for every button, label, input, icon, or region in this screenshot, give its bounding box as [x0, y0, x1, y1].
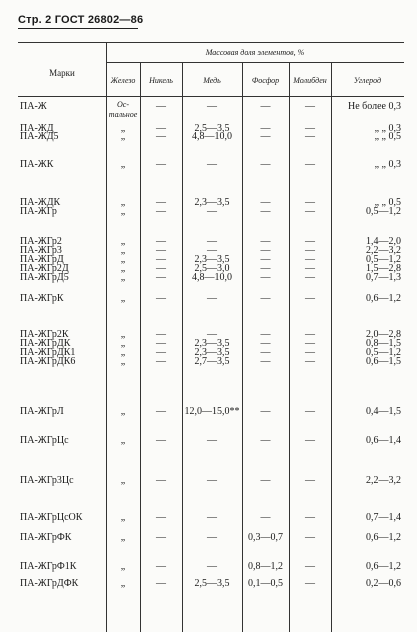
carbon-cell: 0,5—1,2 [366, 254, 401, 265]
nickel-cell: — [156, 561, 166, 572]
copper-cell: — [207, 475, 217, 486]
iron-cell: „ [120, 254, 126, 265]
iron-cell: „ [120, 435, 126, 446]
phosphorus-cell: — [260, 101, 271, 112]
copper-cell: 4,8—10,0 [192, 272, 232, 283]
iron-cell: „ [120, 272, 126, 283]
copper-cell: — [207, 435, 217, 446]
mark-cell: ПА-ЖК [20, 159, 54, 170]
carbon-cell: „ „ 0,5 [374, 131, 401, 142]
molybdenum-cell: — [305, 475, 315, 486]
carbon-cell: 0,6—1,2 [366, 532, 401, 543]
nickel-cell: — [156, 206, 166, 217]
col-iron: Железо [110, 76, 136, 85]
carbon-cell: 2,2—3,2 [366, 475, 401, 486]
phosphorus-cell: — [260, 512, 271, 523]
mark-cell: ПА-ЖГрФ1К [20, 561, 77, 572]
mark-cell: ПА-ЖГрК [20, 293, 64, 304]
mark-cell: ПА-Ж [20, 101, 47, 112]
copper-cell: — [207, 101, 217, 112]
page-header [18, 14, 144, 29]
mark-cell: ПА-ЖГр2 [20, 236, 62, 247]
nickel-cell: — [156, 435, 166, 446]
nickel-cell: — [156, 131, 166, 142]
iron-balance-line-2: тальное [108, 110, 138, 119]
mark-cell: ПА-ЖДК [20, 197, 61, 208]
iron-cell: „ [120, 123, 126, 134]
header-bottom-rule [18, 96, 404, 97]
group-header-rule [106, 62, 404, 63]
carbon-cell: 0,8—1,5 [366, 338, 401, 349]
molybdenum-cell: — [305, 123, 315, 134]
mark-cell: ПА-ЖГрДК [20, 338, 71, 349]
carbon-cell: „ „ 0,5 [374, 197, 401, 208]
molybdenum-cell: — [305, 206, 315, 217]
molybdenum-cell: — [305, 131, 315, 142]
carbon-cell: 0,6—1,2 [366, 561, 401, 572]
carbon-cell: 2,2—3,2 [366, 245, 401, 256]
col-nickel: Никель [149, 76, 173, 85]
copper-cell: 2,5—3,5 [194, 578, 230, 589]
nickel-cell: — [156, 293, 166, 304]
mark-cell: ПА-ЖГрЛ [20, 406, 64, 417]
standard-code: ГОСТ 26802—86 [54, 14, 144, 26]
copper-cell: 2,7—3,5 [194, 356, 230, 367]
iron-cell: „ [120, 263, 126, 274]
molybdenum-cell: — [305, 532, 315, 543]
copper-cell: — [207, 293, 217, 304]
copper-cell: 2,3—3,5 [194, 197, 230, 208]
phosphorus-cell: 0,1—0,5 [248, 578, 283, 589]
copper-cell: — [207, 329, 217, 340]
phosphorus-cell: — [260, 272, 271, 283]
phosphorus-cell: 0,3—0,7 [248, 532, 283, 543]
molybdenum-cell: — [305, 272, 315, 283]
copper-cell: — [207, 532, 217, 543]
iron-cell: „ [120, 561, 126, 572]
page-number: Стр. 2 [18, 14, 52, 26]
carbon-cell: 0,7—1,4 [366, 512, 401, 523]
nickel-cell: — [156, 159, 166, 170]
nickel-cell: — [156, 123, 166, 134]
copper-cell: — [207, 206, 217, 217]
carbon-cell: 1,5—2,8 [366, 263, 401, 274]
molybdenum-cell: — [305, 347, 315, 358]
iron-cell: „ [120, 578, 126, 589]
phosphorus-cell: — [260, 329, 271, 340]
nickel-cell: — [156, 532, 166, 543]
copper-cell: 2,3—3,5 [194, 254, 230, 265]
molybdenum-cell: — [305, 197, 315, 208]
nickel-cell: — [156, 406, 166, 417]
phosphorus-cell: — [260, 236, 271, 247]
mark-cell: ПА-ЖД5 [20, 131, 59, 142]
carbon-cell: 1,4—2,0 [366, 236, 401, 247]
nickel-cell: — [156, 236, 166, 247]
mark-cell: ПА-ЖД [20, 123, 54, 134]
carbon-cell: 0,5—1,2 [366, 206, 401, 217]
nickel-cell: — [156, 197, 166, 208]
mark-cell: ПА-ЖГрДФК [20, 578, 79, 589]
carbon-cell: „ „ 0,3 [374, 159, 401, 170]
phosphorus-cell: — [260, 123, 271, 134]
iron-balance-line-1: Ос- [117, 100, 129, 109]
nickel-cell: — [156, 578, 166, 589]
iron-cell: „ [120, 532, 126, 543]
molybdenum-cell: — [305, 512, 315, 523]
nickel-cell: — [156, 101, 166, 112]
phosphorus-cell: — [260, 347, 271, 358]
iron-cell: „ [120, 347, 126, 358]
col-carbon: Углерод [353, 76, 382, 85]
iron-cell: „ [120, 236, 126, 247]
table-top-rule [18, 42, 404, 43]
nickel-cell: — [156, 347, 166, 358]
copper-cell: — [207, 561, 217, 572]
carbon-cell: Не более 0,3 [348, 101, 401, 112]
nickel-cell: — [156, 356, 166, 367]
col-phosphorus: Фосфор [251, 76, 280, 85]
col-copper: Медь [203, 76, 221, 85]
molybdenum-cell: — [305, 101, 315, 112]
carbon-cell: 0,5—1,2 [366, 347, 401, 358]
copper-cell: 4,8—10,0 [192, 131, 232, 142]
nickel-cell: — [156, 329, 166, 340]
mark-cell: ПА-ЖГрД5 [20, 272, 69, 283]
mark-cell: ПА-ЖГр3 [20, 245, 62, 256]
nickel-cell: — [156, 512, 166, 523]
copper-cell: — [207, 159, 217, 170]
iron-cell: „ [120, 245, 126, 256]
nickel-cell: — [156, 475, 166, 486]
copper-cell: — [207, 512, 217, 523]
molybdenum-cell: — [305, 236, 315, 247]
phosphorus-cell: — [260, 475, 271, 486]
mark-cell: ПА-ЖГрФК [20, 532, 72, 543]
mark-cell: ПА-ЖГрДК1 [20, 347, 76, 358]
carbon-cell: 0,4—1,5 [366, 406, 401, 417]
mark-cell: ПА-ЖГр2К [20, 329, 69, 340]
phosphorus-cell: — [260, 435, 271, 446]
iron-cell: „ [120, 131, 126, 142]
iron-cell: „ [120, 475, 126, 486]
mark-cell: ПА-ЖГрД [20, 254, 64, 265]
molybdenum-cell: — [305, 578, 315, 589]
phosphorus-cell: — [260, 254, 271, 265]
carbon-cell: 0,7—1,3 [366, 272, 401, 283]
molybdenum-cell: — [305, 254, 315, 265]
molybdenum-cell: — [305, 406, 315, 417]
molybdenum-cell: — [305, 338, 315, 349]
molybdenum-cell: — [305, 263, 315, 274]
phosphorus-cell: — [260, 131, 271, 142]
copper-cell: 2,3—3,5 [194, 347, 230, 358]
copper-cell: 2,3—3,5 [194, 338, 230, 349]
iron-cell: „ [120, 512, 126, 523]
phosphorus-cell: 0,8—1,2 [248, 561, 283, 572]
iron-cell: „ [120, 197, 126, 208]
mark-cell: ПА-ЖГрЦс [20, 435, 69, 446]
nickel-cell: — [156, 245, 166, 256]
iron-cell: „ [120, 356, 126, 367]
iron-cell: „ [120, 159, 126, 170]
phosphorus-cell: — [260, 293, 271, 304]
copper-cell: — [207, 245, 217, 256]
iron-cell: „ [120, 406, 126, 417]
molybdenum-cell: — [305, 293, 315, 304]
col-molybdenum: Молибден [293, 76, 327, 85]
molybdenum-cell: — [305, 356, 315, 367]
carbon-cell: 0,6—1,5 [366, 356, 401, 367]
mark-cell: ПА-ЖГрЦсОК [20, 512, 83, 523]
phosphorus-cell: — [260, 197, 271, 208]
nickel-cell: — [156, 338, 166, 349]
mark-cell: ПА-ЖГр3Цс [20, 475, 74, 486]
molybdenum-cell: — [305, 159, 315, 170]
phosphorus-cell: — [260, 263, 271, 274]
molybdenum-cell: — [305, 329, 315, 340]
copper-cell: — [207, 236, 217, 247]
phosphorus-cell: — [260, 206, 271, 217]
mark-cell: ПА-ЖГр [20, 206, 57, 217]
iron-cell: „ [120, 206, 126, 217]
carbon-cell: 0,6—1,2 [366, 293, 401, 304]
phosphorus-cell: — [260, 338, 271, 349]
group-header: Массовая доля элементов, % [205, 48, 305, 57]
copper-cell: 2,5—3,5 [194, 123, 230, 134]
marks-header: Марки [49, 68, 75, 78]
phosphorus-cell: — [260, 356, 271, 367]
phosphorus-cell: — [260, 159, 271, 170]
nickel-cell: — [156, 263, 166, 274]
carbon-cell: 0,2—0,6 [366, 578, 401, 589]
carbon-cell: 0,6—1,4 [366, 435, 401, 446]
mark-cell: ПА-ЖГрДК6 [20, 356, 76, 367]
carbon-cell: 2,0—2,8 [366, 329, 401, 340]
carbon-cell: „ „ 0,3 [374, 123, 401, 134]
copper-cell: 2,5—3,0 [194, 263, 230, 274]
molybdenum-cell: — [305, 561, 315, 572]
molybdenum-cell: — [305, 245, 315, 256]
copper-cell: 12,0—15,0** [184, 406, 240, 417]
nickel-cell: — [156, 254, 166, 265]
nickel-cell: — [156, 272, 166, 283]
phosphorus-cell: — [260, 406, 271, 417]
mark-cell: ПА-ЖГр2Д [20, 263, 69, 274]
molybdenum-cell: — [305, 435, 315, 446]
iron-cell: „ [120, 329, 126, 340]
phosphorus-cell: — [260, 245, 271, 256]
iron-cell: „ [120, 338, 126, 349]
iron-cell: „ [120, 293, 126, 304]
